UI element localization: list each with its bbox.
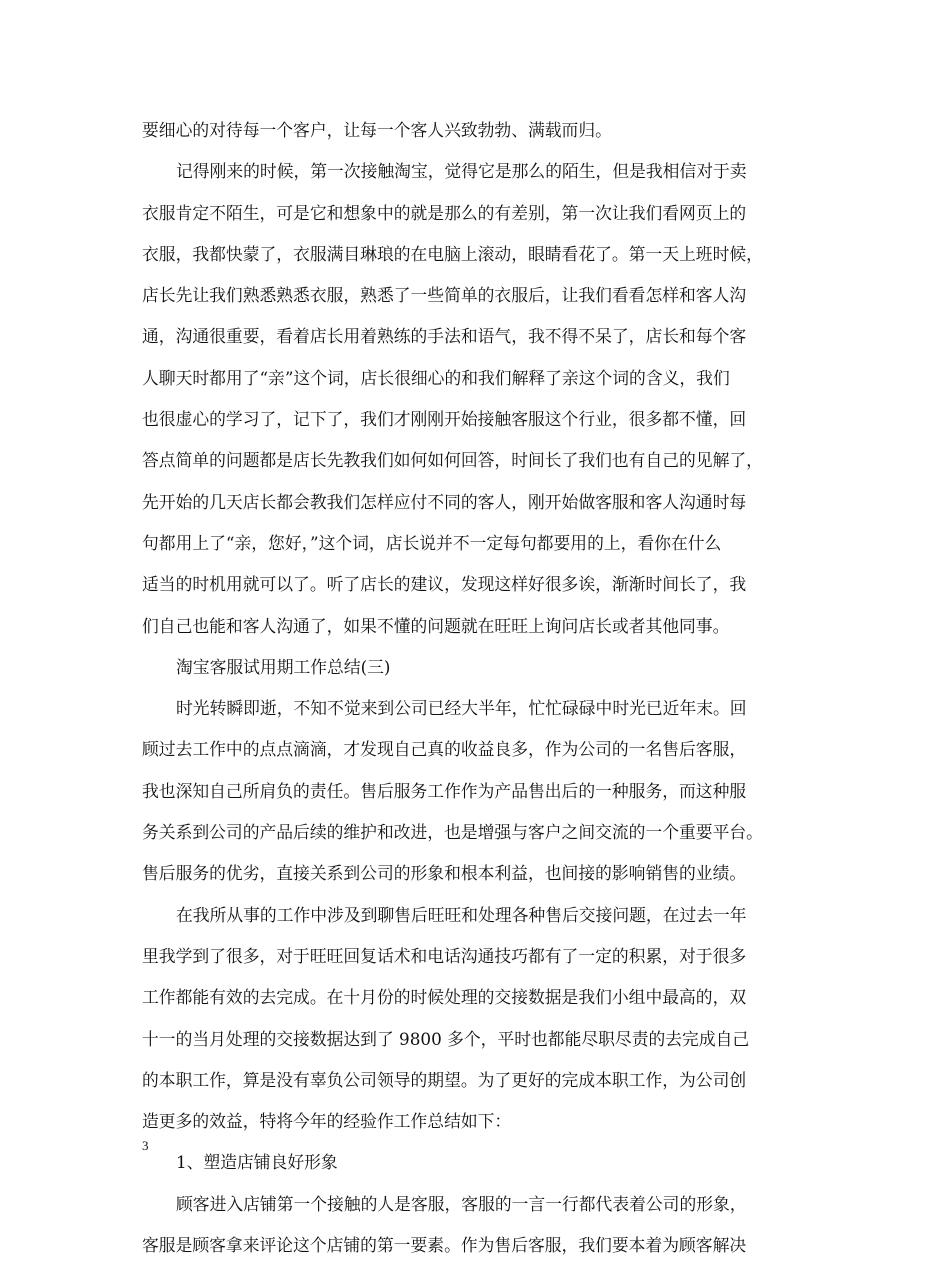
text-line: 里我学到了很多，对于旺旺回复话术和电话沟通技巧都有了一定的积累，对于很多 xyxy=(142,945,747,966)
text-line: 务关系到公司的产品后续的维护和改进，也是增强与客户之间交流的一个重要平台。 xyxy=(142,822,763,843)
text-line: 句都用上了“亲，您好，”这个词，店长说并不一定每句都要用的上，看你在什么 xyxy=(142,532,722,553)
text-line: 也很虚心的学习了，记下了，我们才刚刚开始接触客服这个行业，很多都不懂，回 xyxy=(142,409,747,430)
text-line: 先开始的几天店长都会教我们怎样应付不同的客人，刚开始做客服和客人沟通时每 xyxy=(142,491,747,512)
text-line: 们自己也能和客人沟通了，如果不懂的问题就在旺旺上询问店长或者其他同事。 xyxy=(142,615,730,636)
page-number: 3 xyxy=(142,1138,149,1153)
text-line: 衣服肯定不陌生，可是它和想象中的就是那么的有差别，第一次让我们看网页上的 xyxy=(142,202,747,223)
text-line: 十一的当月处理的交接数据达到了 9800 多个，平时也都能尽职尽责的去完成自己 xyxy=(142,1028,750,1049)
section-heading: 淘宝客服试用期工作总结(三) xyxy=(176,656,391,677)
subsection-heading: 1、塑造店铺良好形象 xyxy=(176,1152,338,1173)
text-line: 答点简单的问题都是店长先教我们如何如何回答，时间长了我们也有自己的见解了， xyxy=(142,450,763,471)
text-line: 我也深知自己所肩负的责任。售后服务工作作为产品售出后的一种服务，而这种服 xyxy=(142,780,747,801)
paragraph-start: 顾客进入店铺第一个接触的人是客服，客服的一言一行都代表着公司的形象， xyxy=(176,1193,747,1214)
text-line: 顾过去工作中的点点滴滴，才发现自己真的收益良多，作为公司的一名售后客服， xyxy=(142,739,747,760)
text-line: 适当的时机用就可以了。听了店长的建议，发现这样好很多诶，渐渐时间长了，我 xyxy=(142,574,747,595)
text-line: 工作都能有效的去完成。在十月份的时候处理的交接数据是我们小组中最高的，双 xyxy=(142,987,747,1008)
text-line: 客服是顾客拿来评论这个店铺的第一要素。作为售后客服，我们要本着为顾客解决 xyxy=(142,1235,747,1256)
text-line: 要细心的对待每一个客户，让每一个客人兴致勃勃、满载而归。 xyxy=(142,120,612,140)
text-line: 造更多的效益，特将今年的经验作工作总结如下： xyxy=(142,1111,512,1132)
text-line: 店长先让我们熟悉熟悉衣服，熟悉了一些简单的衣服后，让我们看看怎样和客人沟 xyxy=(142,285,747,306)
paragraph-start: 在我所从事的工作中涉及到聊售后旺旺和处理各种售后交接问题，在过去一年 xyxy=(176,904,747,925)
text-line: 人聊天时都用了“亲”这个词，店长很细心的和我们解释了亲这个词的含义，我们 xyxy=(142,367,730,388)
paragraph-start: 时光转瞬即逝，不知不觉来到公司已经大半年，忙忙碌碌中时光已近年末。回 xyxy=(176,698,747,719)
text-line: 通，沟通很重要，看着店长用着熟练的手法和语气，我不得不呆了，店长和每个客 xyxy=(142,326,747,347)
text-line: 衣服，我都快蒙了，衣服满目琳琅的在电脑上滚动，眼睛看花了。第一天上班时候， xyxy=(142,243,763,264)
text-line: 的本职工作，算是没有辜负公司领导的期望。为了更好的完成本职工作，为公司创 xyxy=(142,1069,747,1090)
paragraph-start: 记得刚来的时候，第一次接触淘宝，觉得它是那么的陌生，但是我相信对于卖 xyxy=(176,161,747,182)
text-line: 售后服务的优劣，直接关系到公司的形象和根本利益，也间接的影响销售的业绩。 xyxy=(142,863,747,884)
document-body xyxy=(142,110,820,1266)
